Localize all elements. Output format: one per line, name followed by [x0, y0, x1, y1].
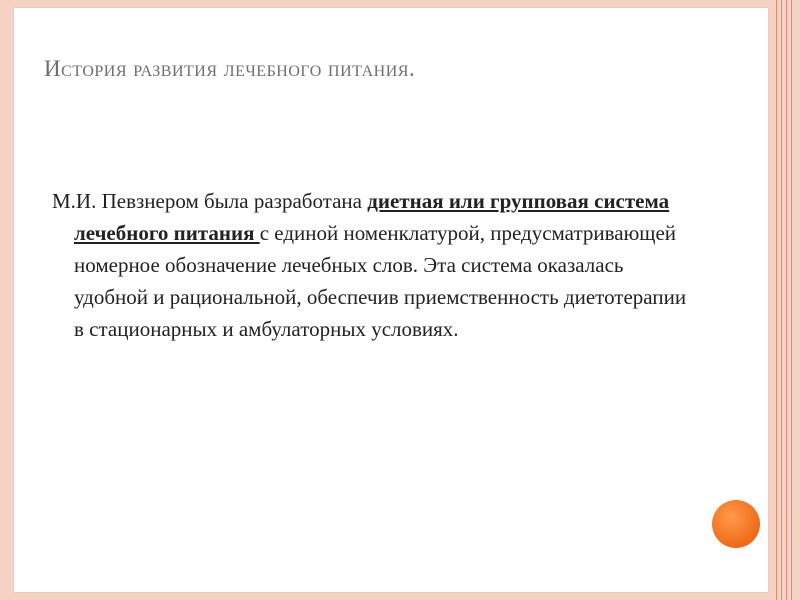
- paragraph-rest: с единой номенклатурой, предусматривающей номерное обозначение лечебных слов. Эта система оказалась удобной и рациональной, обеспечив приемственность диетотерапии в стационарных и амбулаторных условиях.: [74, 221, 687, 341]
- paragraph-lead: М.И. Певзнером была разработана: [52, 189, 368, 213]
- decor-line-3: [786, 0, 787, 600]
- frame-top: [0, 0, 800, 8]
- frame-left: [0, 0, 14, 600]
- orange-circle-decoration: [712, 500, 760, 548]
- decor-line-2: [781, 0, 782, 600]
- frame-bottom: [0, 592, 800, 600]
- paragraph-highlight: диетная или групповая система лечебного питания: [74, 189, 670, 245]
- decor-line-4: [791, 0, 792, 600]
- slide-title: История развития лечебного питания.: [44, 56, 416, 81]
- paragraph: [52, 185, 692, 345]
- frame-right: [768, 0, 800, 600]
- slide-body: [52, 185, 692, 345]
- decor-line-1: [776, 0, 777, 600]
